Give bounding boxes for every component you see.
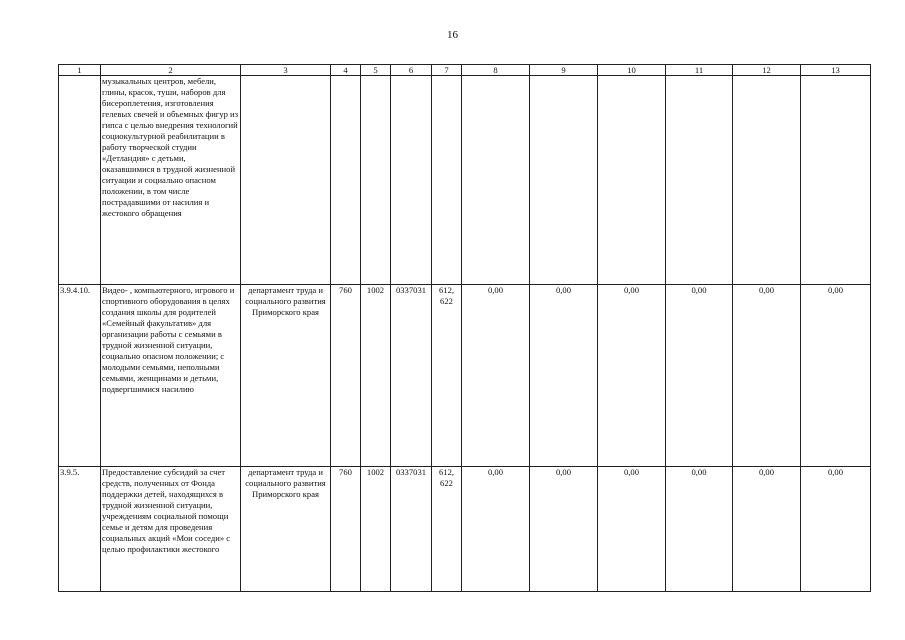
column-header-8: 8 — [462, 65, 530, 76]
row-amount-9: 0,00 — [530, 285, 598, 467]
budget-table — [58, 64, 871, 592]
row-amount-8 — [462, 76, 530, 285]
column-header-10: 10 — [598, 65, 666, 76]
row-name: музыкальных центров, мебели, глины, красок, туши, наборов для бисероплетения, изготовления гелевых свечей и объемных фигур из гипса с целью внедрения технологий социокультурной реабилитации в работу творческой студии «Детландия» с детьми, оказавшимися в трудной жизненной ситуации и социально опасном положении, в том числе пострадавшими от насилия и жестокого обращения — [101, 76, 241, 285]
column-header-3: 3 — [241, 65, 331, 76]
row-code — [59, 76, 101, 285]
row-col7: 612, 622 — [432, 285, 462, 467]
row-amount-10 — [598, 76, 666, 285]
row-amount-10: 0,00 — [598, 467, 666, 592]
row-col4: 760 — [331, 285, 361, 467]
column-header-4: 4 — [331, 65, 361, 76]
table-row — [59, 76, 871, 285]
column-header-7: 7 — [432, 65, 462, 76]
row-col7: 612, 622 — [432, 467, 462, 592]
row-amount-11: 0,00 — [666, 467, 733, 592]
row-department — [241, 76, 331, 285]
row-amount-12: 0,00 — [733, 467, 801, 592]
page-number: 16 — [447, 29, 458, 41]
column-header-5: 5 — [361, 65, 391, 76]
row-amount-9 — [530, 76, 598, 285]
row-department: департамент труда и социального развития Приморского края — [241, 285, 331, 467]
row-col4: 760 — [331, 467, 361, 592]
row-code: 3.9.5. — [59, 467, 101, 592]
row-amount-8: 0,00 — [462, 285, 530, 467]
row-col5: 1002 — [361, 467, 391, 592]
row-amount-10: 0,00 — [598, 285, 666, 467]
row-amount-11: 0,00 — [666, 285, 733, 467]
row-amount-9: 0,00 — [530, 467, 598, 592]
column-header-12: 12 — [733, 65, 801, 76]
row-name: Видео- , компьютерного, игрового и спортивного оборудования в целях создания школы для родителей «Семейный факультатив» для организации работы с семьями в трудной жизненной ситуации, социально опасном положении; с молодыми семьями, неполными семьями, женщинами и детьми, подвергшимися насилию — [101, 285, 241, 467]
row-col6: 0337031 — [391, 467, 432, 592]
row-department: департамент труда и социального развития Приморского края — [241, 467, 331, 592]
column-header-2: 2 — [101, 65, 241, 76]
row-col6: 0337031 — [391, 285, 432, 467]
row-amount-13: 0,00 — [801, 285, 871, 467]
row-amount-13: 0,00 — [801, 467, 871, 592]
row-amount-8: 0,00 — [462, 467, 530, 592]
row-col4 — [331, 76, 361, 285]
row-amount-12: 0,00 — [733, 285, 801, 467]
column-header-13: 13 — [801, 65, 871, 76]
row-col5: 1002 — [361, 285, 391, 467]
row-col5 — [361, 76, 391, 285]
column-header-1: 1 — [59, 65, 101, 76]
column-header-6: 6 — [391, 65, 432, 76]
row-amount-13 — [801, 76, 871, 285]
row-col6 — [391, 76, 432, 285]
column-header-9: 9 — [530, 65, 598, 76]
header-row — [59, 65, 871, 76]
row-name: Предоставление субсидий за счет средств, полученных от Фонда поддержки детей, находящихся в трудной жизненной ситуации, учреждениям социальной помощи семье и детям для проведения социальных акций «Мои соседи» с целью профилактики жестокого — [101, 467, 241, 592]
table-row — [59, 285, 871, 467]
row-code: 3.9.4.10. — [59, 285, 101, 467]
row-amount-12 — [733, 76, 801, 285]
row-col7 — [432, 76, 462, 285]
row-amount-11 — [666, 76, 733, 285]
table-row — [59, 467, 871, 592]
column-header-11: 11 — [666, 65, 733, 76]
